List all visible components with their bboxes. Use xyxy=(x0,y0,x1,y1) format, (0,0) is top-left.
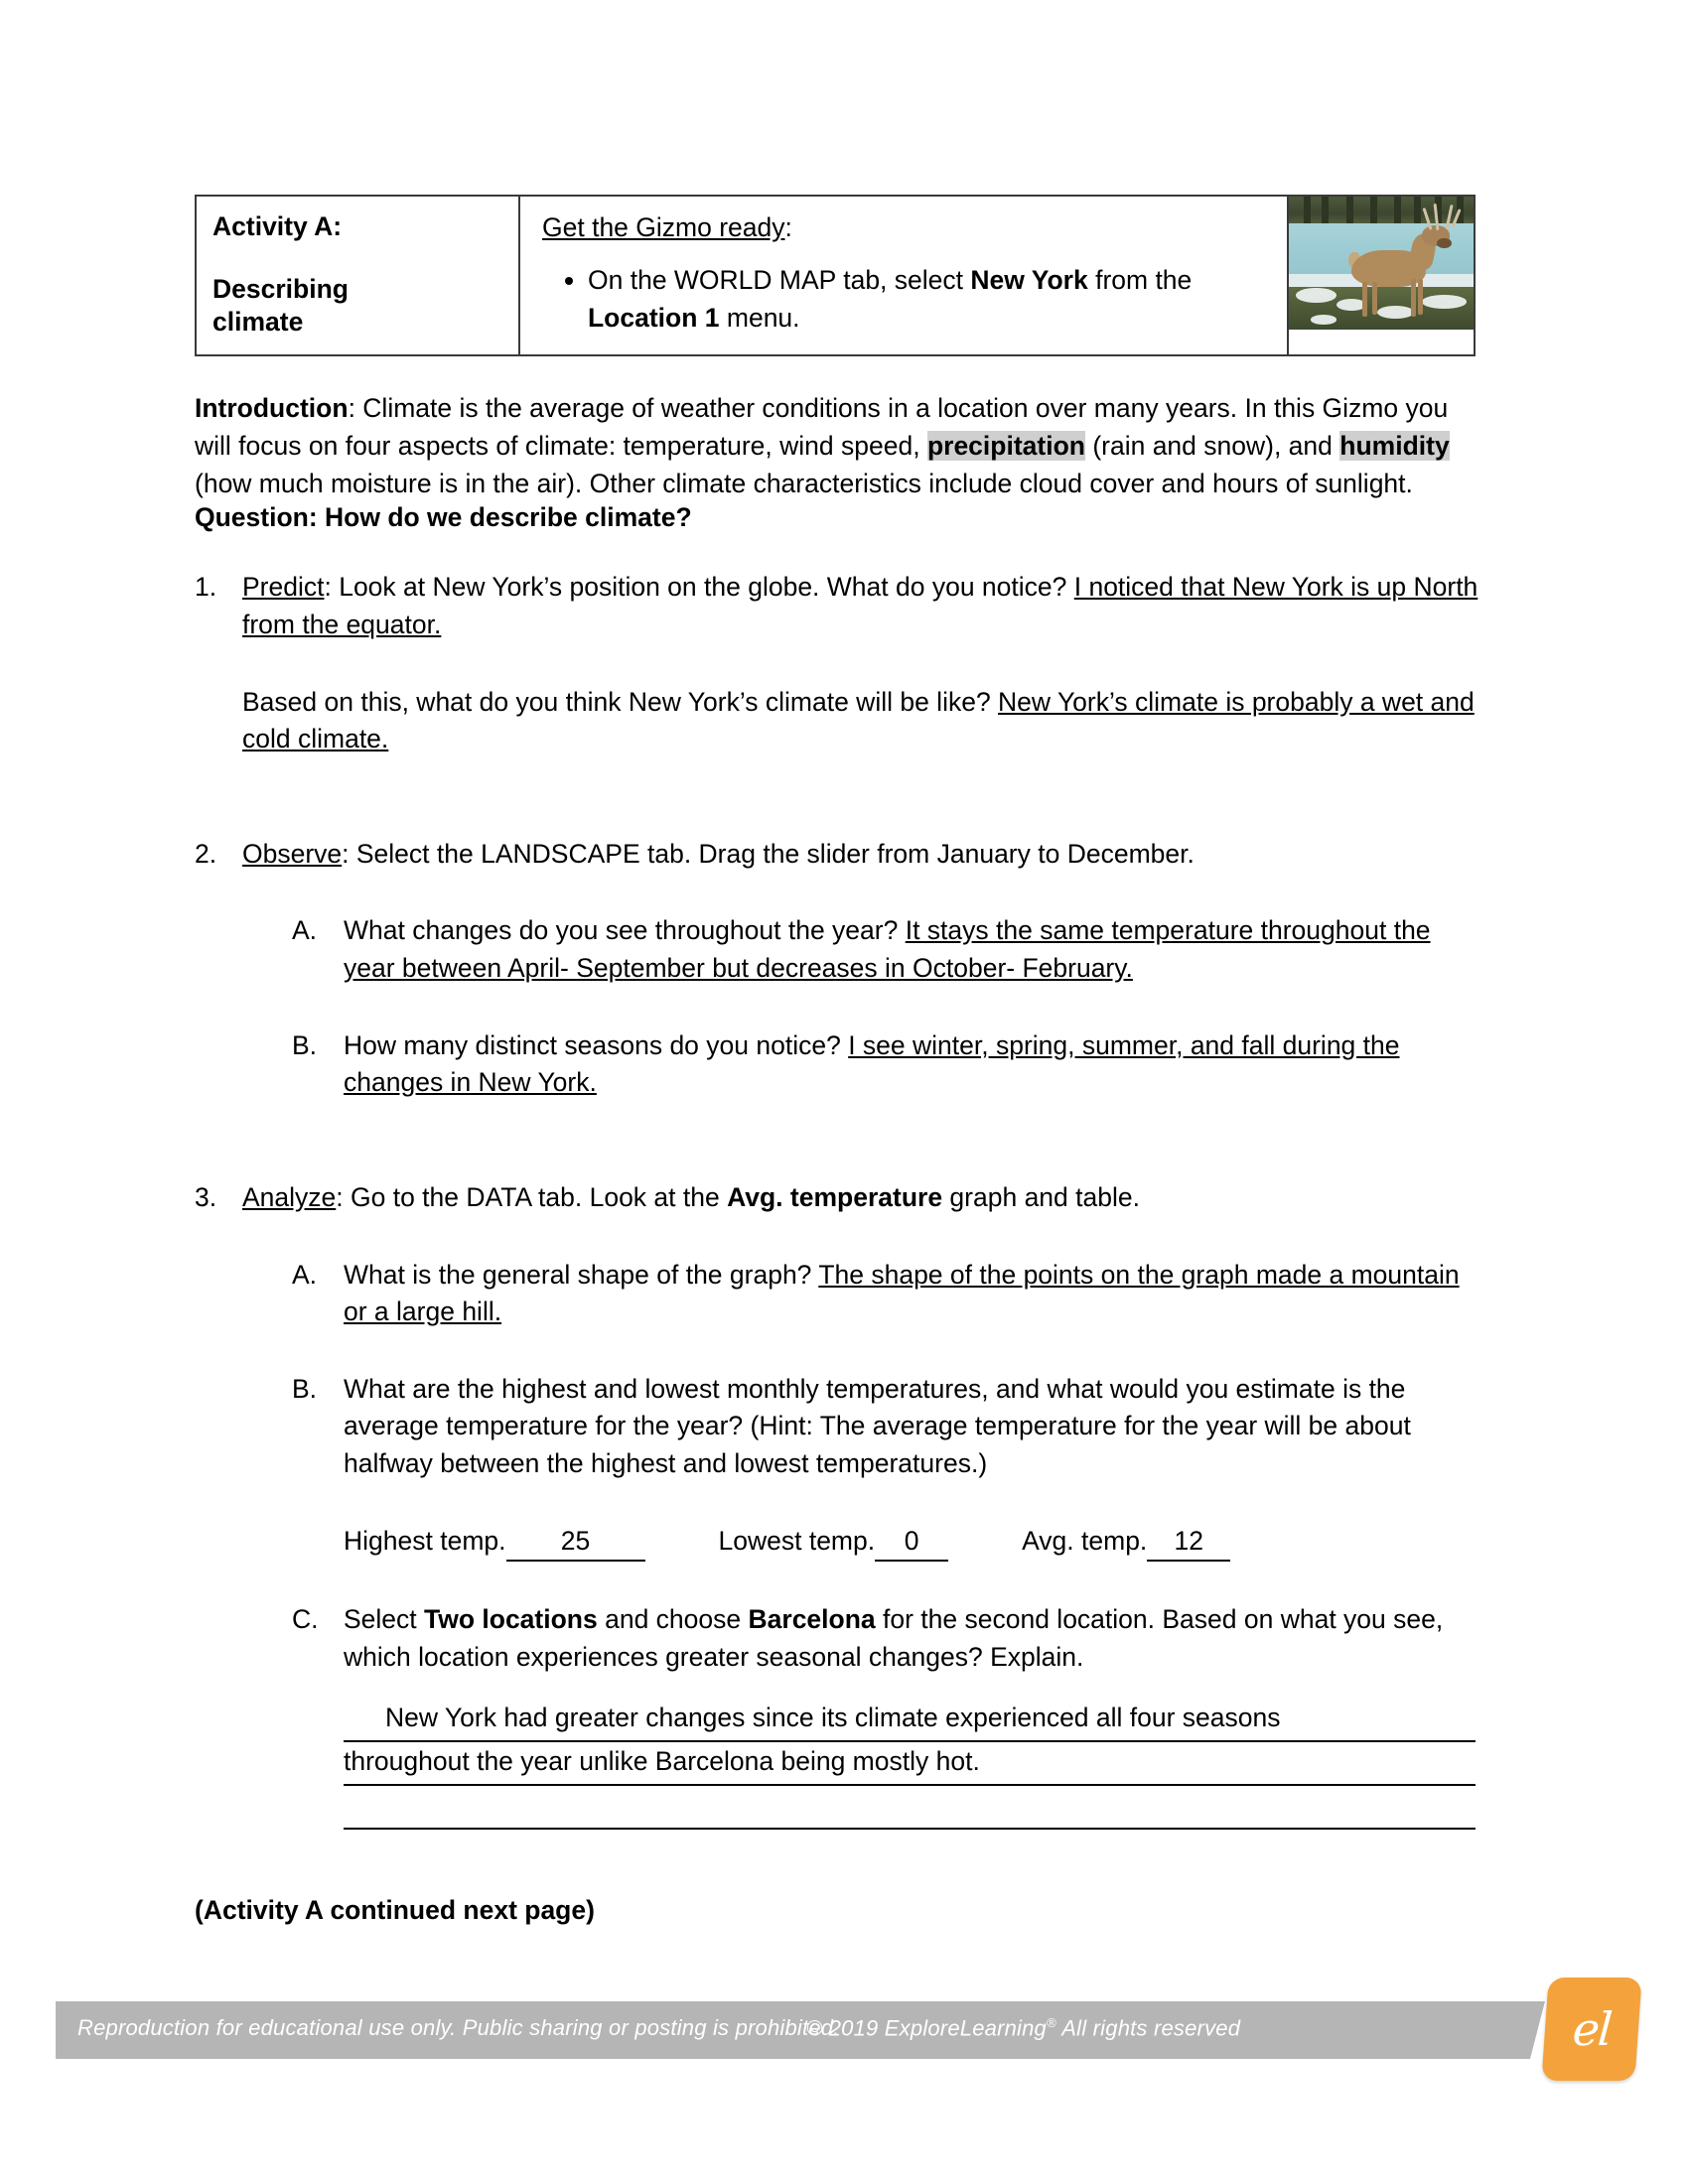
avg-temp-label: Avg. temp. xyxy=(1022,1525,1148,1556)
activity-image-cell xyxy=(1288,196,1475,355)
activity-title: Activity A: xyxy=(212,211,343,241)
question-3a-answer: The shape of the points on the graph made a mountain or a large hill. xyxy=(344,1259,1460,1327)
question-3a-prompt: What is the general shape of the graph? xyxy=(344,1259,819,1290)
question-3b-marker: B. xyxy=(292,1373,318,1404)
question-3c-prompt-1: Select xyxy=(344,1604,425,1635)
introduction-paragraph xyxy=(195,390,1485,502)
activity-subtitle xyxy=(212,273,502,339)
question-3c-answer-text-2: throughout the year unlike Barcelona being mostly hot. xyxy=(344,1745,980,1776)
activity-subtitle-line1: Describing xyxy=(212,274,349,305)
question-3-number: 3. xyxy=(195,1181,217,1212)
bullet-text-part3: menu. xyxy=(719,303,800,334)
question-2b-answer: I see winter, spring, summer, and fall during the changes in New York. xyxy=(344,1029,1400,1098)
page-content xyxy=(195,195,1485,1952)
list-item xyxy=(588,262,1269,337)
page-title: Question: How do we describe climate? xyxy=(195,502,692,533)
question-3a-marker: A. xyxy=(292,1259,318,1290)
question-2b xyxy=(292,1027,1485,1102)
activity-continued-note: (Activity A continued next page) xyxy=(195,1894,595,1925)
highest-temp-label: Highest temp. xyxy=(344,1525,506,1556)
question-2a xyxy=(292,912,1485,987)
question-2b-body xyxy=(344,1027,1485,1102)
question-1-followup xyxy=(195,684,1485,758)
activity-header-table xyxy=(195,195,1476,356)
question-3-prompt-2: graph and table. xyxy=(942,1181,1140,1212)
question-2b-marker: B. xyxy=(292,1029,318,1060)
gizmo-ready-heading-text: Get the Gizmo ready xyxy=(542,212,785,242)
footer-usage-notice: Reproduction for educational use only. Public sharing or posting is prohibited. xyxy=(77,2015,840,2040)
introduction-text-1: : Climate is the average of weather conditions in a location over many years. In this Gizmo you will focus on four aspects of climate: temperature, wind speed, xyxy=(195,393,1449,461)
introduction-text-3: (how much moisture is in the air). Other climate characteristics include cloud cover and hours of sunlight. xyxy=(195,468,1413,498)
question-3c-bold-barcelona: Barcelona xyxy=(748,1604,876,1635)
activity-subtitle-line2: climate xyxy=(212,307,304,338)
question-2a-prompt: What changes do you see throughout the year? xyxy=(344,915,906,946)
question-2a-answer: It stays the same temperature throughout the year between April- September but decreases in October- February. xyxy=(344,915,1431,983)
question-3c xyxy=(292,1601,1485,1676)
introduction-text-2: (rain and snow), and xyxy=(1084,431,1340,461)
question-3b xyxy=(292,1371,1485,1483)
lowest-temp-value[interactable]: 0 xyxy=(875,1523,948,1563)
gizmo-ready-heading xyxy=(542,210,1269,244)
question-2-number: 2. xyxy=(195,838,217,869)
temperature-answers-row xyxy=(344,1523,1485,1563)
footer-copyright xyxy=(806,2015,1240,2041)
gizmo-ready-colon: : xyxy=(784,212,792,242)
registered-trademark-icon: ® xyxy=(1047,2015,1056,2030)
question-1-body xyxy=(242,569,1485,643)
highest-temp-value[interactable]: 25 xyxy=(506,1523,645,1563)
question-1-followup-spacer xyxy=(195,684,242,758)
page-footer xyxy=(0,2001,1688,2067)
bullet-bold-new-york: New York xyxy=(970,265,1088,296)
bullet-text-part2: from the xyxy=(1087,265,1193,296)
question-1-followup-answer: New York’s climate is probably a wet and cold climate. xyxy=(242,686,1475,754)
deer-illustration xyxy=(1289,197,1474,330)
question-2-verb: Observe xyxy=(242,838,343,869)
question-3-prompt-bold: Avg. temperature xyxy=(727,1181,943,1212)
question-3-body xyxy=(242,1179,1485,1217)
question-3b-body: What are the highest and lowest monthly temperatures, and what would you estimate is the average temperature for the year? (Hint: The average temperature for the year will be about halfway between the highest and lowest temperatures.) xyxy=(344,1373,1411,1478)
question-1-number: 1. xyxy=(195,572,217,603)
bullet-bold-location1: Location 1 xyxy=(588,303,720,334)
gizmo-ready-cell xyxy=(519,196,1288,355)
question-3c-prompt-2: and choose xyxy=(597,1604,749,1635)
question-3a xyxy=(292,1257,1485,1331)
question-2-prompt: : Select the LANDSCAPE tab. Drag the slider from January to December. xyxy=(342,838,1195,869)
gizmo-ready-bullet-list xyxy=(542,262,1269,337)
question-3a-body xyxy=(344,1257,1485,1331)
explorelearning-logo xyxy=(1541,1978,1641,2081)
question-3c-answer-line-1[interactable] xyxy=(344,1699,1476,1742)
question-1-answer: I noticed that New York is up North from the equator. xyxy=(242,572,1478,639)
question-1-verb: Predict xyxy=(242,572,325,603)
question-3c-body xyxy=(344,1601,1485,1676)
question-1-followup-prompt: Based on this, what do you think New York’s climate will be like? xyxy=(242,686,999,717)
question-3-verb: Analyze xyxy=(242,1181,337,1212)
question-2 xyxy=(195,836,1485,874)
question-2a-body xyxy=(344,912,1485,987)
question-3c-marker: C. xyxy=(292,1604,319,1635)
question-1 xyxy=(195,569,1485,643)
introduction-highlight-precipitation: precipitation xyxy=(926,431,1085,461)
table-row xyxy=(196,196,1475,355)
bullet-text-part1: On the WORLD MAP tab, select xyxy=(588,265,971,296)
question-2a-marker: A. xyxy=(292,915,318,946)
question-3c-answer-line-3[interactable] xyxy=(344,1786,1476,1830)
lowest-temp-label: Lowest temp. xyxy=(718,1525,876,1556)
question-2b-prompt: How many distinct seasons do you notice? xyxy=(344,1029,849,1060)
question-3c-prompt-3: for the second location. Based on what you see, which location experiences greater seasonal changes? Explain. xyxy=(344,1604,1444,1672)
question-3-prompt-1: : Go to the DATA tab. Look at the xyxy=(336,1181,728,1212)
footer-rights-text: All rights reserved xyxy=(1055,2015,1241,2041)
question-1-prompt: : Look at New York’s position on the globe. What do you notice? xyxy=(324,572,1074,603)
question-2-body xyxy=(242,836,1485,874)
activity-label-cell xyxy=(196,196,519,355)
footer-copyright-text: © 2019 ExploreLearning xyxy=(806,2015,1047,2041)
deer-muzzle xyxy=(1437,238,1452,249)
question-3c-answer-text-1: New York had greater changes since its climate experienced all four seasons xyxy=(385,1702,1281,1732)
question-3c-bold-two-locations: Two locations xyxy=(424,1604,598,1635)
explorelearning-logo-glyph: el xyxy=(1571,2002,1613,2056)
introduction-label: Introduction xyxy=(195,393,349,424)
introduction-highlight-humidity: humidity xyxy=(1339,431,1450,461)
question-3c-answer-line-2[interactable] xyxy=(344,1742,1476,1786)
question-1-followup-body xyxy=(242,684,1485,758)
avg-temp-value[interactable]: 12 xyxy=(1147,1523,1230,1563)
question-3 xyxy=(195,1179,1485,1217)
